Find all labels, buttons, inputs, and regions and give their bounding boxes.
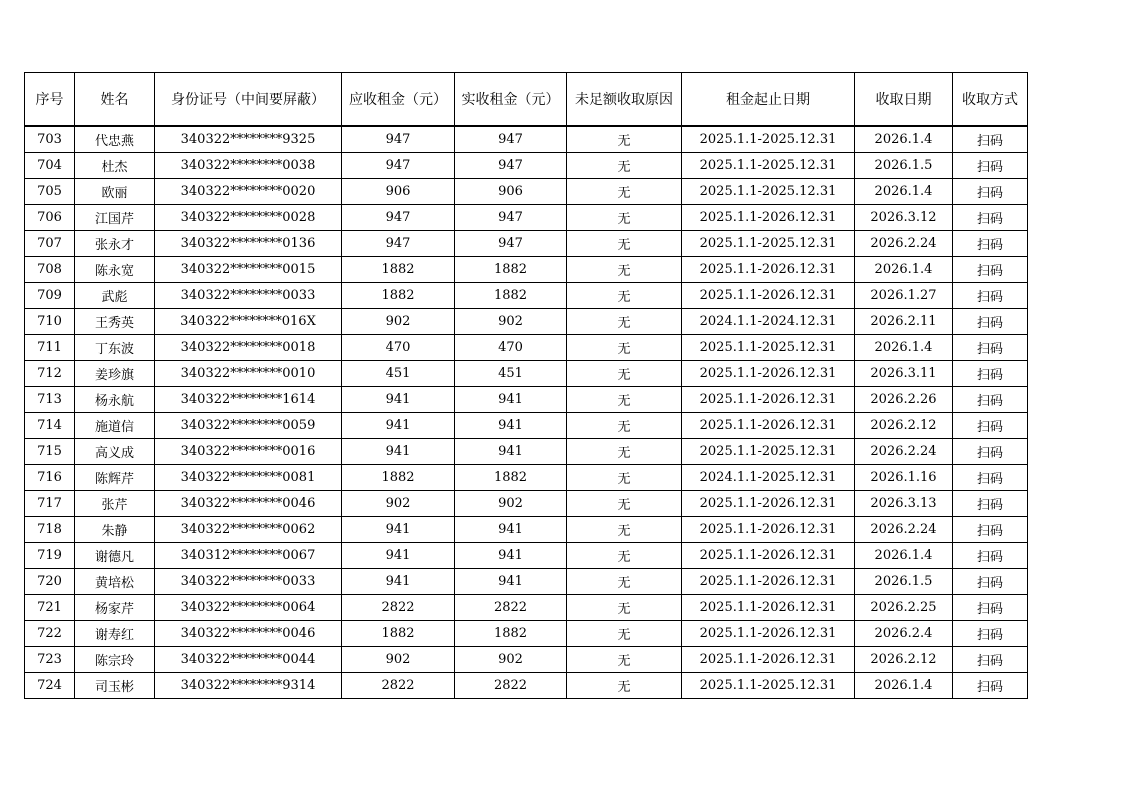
cell-rent-due: 906	[342, 179, 455, 205]
cell-rent-period: 2025.1.1-2026.12.31	[682, 543, 855, 569]
cell-rent-period: 2025.1.1-2025.12.31	[682, 126, 855, 153]
cell-id-number: 340322********0081	[155, 465, 342, 491]
table-row	[25, 257, 1028, 283]
table-row	[25, 413, 1028, 439]
cell-name: 张芹	[75, 491, 155, 517]
cell-payment-method: 扫码	[953, 647, 1028, 673]
cell-name: 武彪	[75, 283, 155, 309]
cell-rent-received: 1882	[455, 465, 567, 491]
cell-serial-number: 713	[25, 387, 75, 413]
cell-payment-method: 扫码	[953, 569, 1028, 595]
cell-name: 杜杰	[75, 153, 155, 179]
header-name: 姓名	[75, 73, 155, 127]
cell-rent-received: 902	[455, 309, 567, 335]
cell-payment-method: 扫码	[953, 335, 1028, 361]
cell-shortfall-reason: 无	[567, 543, 682, 569]
table-row	[25, 231, 1028, 257]
cell-rent-received: 1882	[455, 283, 567, 309]
header-row	[25, 73, 1028, 127]
cell-rent-received: 906	[455, 179, 567, 205]
cell-shortfall-reason: 无	[567, 309, 682, 335]
cell-collection-date: 2026.2.12	[855, 647, 953, 673]
cell-rent-received: 947	[455, 205, 567, 231]
header-payment-method: 收取方式	[953, 73, 1028, 127]
cell-serial-number: 708	[25, 257, 75, 283]
cell-rent-received: 941	[455, 569, 567, 595]
cell-collection-date: 2026.1.4	[855, 673, 953, 699]
cell-rent-received: 941	[455, 387, 567, 413]
cell-rent-period: 2025.1.1-2025.12.31	[682, 673, 855, 699]
cell-serial-number: 703	[25, 126, 75, 153]
cell-id-number: 340322********016X	[155, 309, 342, 335]
cell-payment-method: 扫码	[953, 465, 1028, 491]
cell-serial-number: 718	[25, 517, 75, 543]
cell-rent-received: 1882	[455, 257, 567, 283]
cell-rent-period: 2024.1.1-2024.12.31	[682, 309, 855, 335]
cell-id-number: 340322********9325	[155, 126, 342, 153]
cell-rent-due: 2822	[342, 595, 455, 621]
cell-shortfall-reason: 无	[567, 179, 682, 205]
cell-payment-method: 扫码	[953, 673, 1028, 699]
cell-payment-method: 扫码	[953, 179, 1028, 205]
cell-shortfall-reason: 无	[567, 465, 682, 491]
cell-collection-date: 2026.1.27	[855, 283, 953, 309]
cell-collection-date: 2026.2.24	[855, 231, 953, 257]
cell-serial-number: 714	[25, 413, 75, 439]
cell-rent-due: 941	[342, 543, 455, 569]
cell-rent-received: 947	[455, 153, 567, 179]
cell-serial-number: 705	[25, 179, 75, 205]
table-row	[25, 205, 1028, 231]
cell-shortfall-reason: 无	[567, 387, 682, 413]
cell-name: 朱静	[75, 517, 155, 543]
cell-serial-number: 719	[25, 543, 75, 569]
cell-payment-method: 扫码	[953, 257, 1028, 283]
cell-shortfall-reason: 无	[567, 673, 682, 699]
header-serial-number: 序号	[25, 73, 75, 127]
table-row	[25, 153, 1028, 179]
cell-shortfall-reason: 无	[567, 413, 682, 439]
table-row	[25, 283, 1028, 309]
cell-rent-due: 947	[342, 126, 455, 153]
cell-name: 丁东波	[75, 335, 155, 361]
cell-shortfall-reason: 无	[567, 569, 682, 595]
cell-shortfall-reason: 无	[567, 335, 682, 361]
cell-collection-date: 2026.1.4	[855, 543, 953, 569]
cell-id-number: 340322********1614	[155, 387, 342, 413]
table-row	[25, 491, 1028, 517]
cell-rent-received: 2822	[455, 673, 567, 699]
cell-rent-period: 2024.1.1-2025.12.31	[682, 465, 855, 491]
cell-rent-due: 2822	[342, 673, 455, 699]
cell-payment-method: 扫码	[953, 439, 1028, 465]
cell-rent-due: 1882	[342, 621, 455, 647]
cell-rent-period: 2025.1.1-2026.12.31	[682, 621, 855, 647]
cell-id-number: 340322********0046	[155, 491, 342, 517]
table-row	[25, 517, 1028, 543]
cell-rent-received: 941	[455, 517, 567, 543]
cell-id-number: 340322********0059	[155, 413, 342, 439]
table-body	[25, 126, 1028, 699]
cell-payment-method: 扫码	[953, 387, 1028, 413]
cell-id-number: 340322********0020	[155, 179, 342, 205]
cell-rent-due: 941	[342, 413, 455, 439]
cell-id-number: 340322********0015	[155, 257, 342, 283]
cell-rent-received: 902	[455, 491, 567, 517]
cell-collection-date: 2026.2.24	[855, 439, 953, 465]
cell-payment-method: 扫码	[953, 361, 1028, 387]
cell-rent-period: 2025.1.1-2026.12.31	[682, 595, 855, 621]
header-id-number: 身份证号（中间要屏蔽）	[155, 73, 342, 127]
table-row	[25, 647, 1028, 673]
cell-name: 陈辉芹	[75, 465, 155, 491]
cell-rent-received: 947	[455, 231, 567, 257]
header-shortfall-reason: 未足额收取原因	[567, 73, 682, 127]
cell-payment-method: 扫码	[953, 517, 1028, 543]
table-row	[25, 387, 1028, 413]
cell-shortfall-reason: 无	[567, 231, 682, 257]
cell-payment-method: 扫码	[953, 621, 1028, 647]
cell-id-number: 340322********0046	[155, 621, 342, 647]
cell-name: 高义成	[75, 439, 155, 465]
cell-id-number: 340322********9314	[155, 673, 342, 699]
cell-name: 陈宗玲	[75, 647, 155, 673]
table-row	[25, 543, 1028, 569]
cell-name: 欧丽	[75, 179, 155, 205]
cell-collection-date: 2026.3.11	[855, 361, 953, 387]
cell-rent-period: 2025.1.1-2026.12.31	[682, 283, 855, 309]
cell-rent-period: 2025.1.1-2026.12.31	[682, 647, 855, 673]
cell-rent-due: 902	[342, 647, 455, 673]
cell-rent-received: 470	[455, 335, 567, 361]
cell-collection-date: 2026.2.4	[855, 621, 953, 647]
cell-rent-received: 941	[455, 543, 567, 569]
cell-shortfall-reason: 无	[567, 205, 682, 231]
cell-name: 黄培松	[75, 569, 155, 595]
cell-rent-period: 2025.1.1-2026.12.31	[682, 517, 855, 543]
cell-collection-date: 2026.1.4	[855, 179, 953, 205]
cell-serial-number: 704	[25, 153, 75, 179]
cell-collection-date: 2026.3.12	[855, 205, 953, 231]
cell-payment-method: 扫码	[953, 309, 1028, 335]
cell-name: 杨永航	[75, 387, 155, 413]
cell-rent-period: 2025.1.1-2025.12.31	[682, 179, 855, 205]
cell-rent-due: 1882	[342, 257, 455, 283]
cell-rent-due: 1882	[342, 283, 455, 309]
cell-name: 江国芹	[75, 205, 155, 231]
cell-collection-date: 2026.1.16	[855, 465, 953, 491]
cell-payment-method: 扫码	[953, 231, 1028, 257]
cell-rent-received: 902	[455, 647, 567, 673]
cell-serial-number: 722	[25, 621, 75, 647]
cell-name: 谢寿红	[75, 621, 155, 647]
header-rent-due: 应收租金（元）	[342, 73, 455, 127]
cell-name: 杨家芹	[75, 595, 155, 621]
cell-rent-period: 2025.1.1-2026.12.31	[682, 205, 855, 231]
cell-serial-number: 709	[25, 283, 75, 309]
cell-rent-due: 947	[342, 205, 455, 231]
cell-payment-method: 扫码	[953, 413, 1028, 439]
cell-name: 张永才	[75, 231, 155, 257]
cell-shortfall-reason: 无	[567, 126, 682, 153]
cell-rent-due: 941	[342, 387, 455, 413]
cell-shortfall-reason: 无	[567, 439, 682, 465]
cell-name: 姜珍旗	[75, 361, 155, 387]
table-row	[25, 439, 1028, 465]
cell-name: 代忠燕	[75, 126, 155, 153]
cell-rent-received: 451	[455, 361, 567, 387]
cell-id-number: 340322********0018	[155, 335, 342, 361]
cell-payment-method: 扫码	[953, 153, 1028, 179]
table-row	[25, 595, 1028, 621]
cell-rent-period: 2025.1.1-2025.12.31	[682, 335, 855, 361]
cell-id-number: 340322********0038	[155, 153, 342, 179]
cell-id-number: 340322********0062	[155, 517, 342, 543]
cell-serial-number: 715	[25, 439, 75, 465]
cell-rent-due: 451	[342, 361, 455, 387]
cell-serial-number: 720	[25, 569, 75, 595]
cell-rent-received: 941	[455, 413, 567, 439]
cell-shortfall-reason: 无	[567, 153, 682, 179]
cell-name: 王秀英	[75, 309, 155, 335]
cell-id-number: 340322********0044	[155, 647, 342, 673]
cell-shortfall-reason: 无	[567, 517, 682, 543]
cell-rent-received: 2822	[455, 595, 567, 621]
cell-payment-method: 扫码	[953, 491, 1028, 517]
cell-serial-number: 717	[25, 491, 75, 517]
cell-serial-number: 724	[25, 673, 75, 699]
cell-serial-number: 716	[25, 465, 75, 491]
table-row	[25, 335, 1028, 361]
cell-rent-period: 2025.1.1-2025.12.31	[682, 231, 855, 257]
cell-collection-date: 2026.2.24	[855, 517, 953, 543]
cell-id-number: 340322********0136	[155, 231, 342, 257]
cell-name: 谢德凡	[75, 543, 155, 569]
cell-collection-date: 2026.1.4	[855, 257, 953, 283]
header-rent-received: 实收租金（元）	[455, 73, 567, 127]
cell-name: 司玉彬	[75, 673, 155, 699]
cell-rent-due: 902	[342, 491, 455, 517]
cell-name: 陈永宽	[75, 257, 155, 283]
cell-rent-due: 941	[342, 569, 455, 595]
cell-rent-received: 947	[455, 126, 567, 153]
cell-collection-date: 2026.1.5	[855, 569, 953, 595]
cell-serial-number: 723	[25, 647, 75, 673]
cell-serial-number: 711	[25, 335, 75, 361]
cell-collection-date: 2026.2.11	[855, 309, 953, 335]
cell-payment-method: 扫码	[953, 543, 1028, 569]
cell-shortfall-reason: 无	[567, 621, 682, 647]
cell-rent-due: 941	[342, 517, 455, 543]
cell-collection-date: 2026.1.4	[855, 126, 953, 153]
cell-serial-number: 707	[25, 231, 75, 257]
cell-serial-number: 721	[25, 595, 75, 621]
table-row	[25, 309, 1028, 335]
table-row	[25, 621, 1028, 647]
cell-payment-method: 扫码	[953, 205, 1028, 231]
cell-rent-period: 2025.1.1-2026.12.31	[682, 491, 855, 517]
table-row	[25, 569, 1028, 595]
cell-rent-received: 941	[455, 439, 567, 465]
cell-collection-date: 2026.2.12	[855, 413, 953, 439]
cell-rent-due: 1882	[342, 465, 455, 491]
cell-collection-date: 2026.3.13	[855, 491, 953, 517]
cell-rent-period: 2025.1.1-2026.12.31	[682, 387, 855, 413]
cell-collection-date: 2026.1.5	[855, 153, 953, 179]
cell-shortfall-reason: 无	[567, 283, 682, 309]
cell-rent-period: 2025.1.1-2026.12.31	[682, 257, 855, 283]
header-rent-period: 租金起止日期	[682, 73, 855, 127]
cell-rent-due: 470	[342, 335, 455, 361]
cell-id-number: 340322********0010	[155, 361, 342, 387]
cell-id-number: 340322********0033	[155, 569, 342, 595]
cell-id-number: 340322********0028	[155, 205, 342, 231]
cell-serial-number: 706	[25, 205, 75, 231]
table-row	[25, 673, 1028, 699]
cell-shortfall-reason: 无	[567, 647, 682, 673]
cell-collection-date: 2026.2.26	[855, 387, 953, 413]
cell-rent-period: 2025.1.1-2025.12.31	[682, 439, 855, 465]
cell-rent-due: 902	[342, 309, 455, 335]
cell-shortfall-reason: 无	[567, 257, 682, 283]
cell-id-number: 340322********0064	[155, 595, 342, 621]
rent-collection-table	[24, 72, 1028, 699]
cell-rent-due: 947	[342, 231, 455, 257]
cell-shortfall-reason: 无	[567, 491, 682, 517]
table-row	[25, 179, 1028, 205]
cell-serial-number: 710	[25, 309, 75, 335]
cell-id-number: 340322********0016	[155, 439, 342, 465]
table-row	[25, 361, 1028, 387]
table-row	[25, 126, 1028, 153]
cell-rent-due: 941	[342, 439, 455, 465]
cell-name: 施道信	[75, 413, 155, 439]
cell-rent-period: 2025.1.1-2025.12.31	[682, 153, 855, 179]
cell-shortfall-reason: 无	[567, 361, 682, 387]
cell-collection-date: 2026.1.4	[855, 335, 953, 361]
cell-serial-number: 712	[25, 361, 75, 387]
cell-rent-period: 2025.1.1-2026.12.31	[682, 413, 855, 439]
cell-payment-method: 扫码	[953, 126, 1028, 153]
cell-collection-date: 2026.2.25	[855, 595, 953, 621]
cell-id-number: 340322********0033	[155, 283, 342, 309]
cell-rent-due: 947	[342, 153, 455, 179]
header-collection-date: 收取日期	[855, 73, 953, 127]
cell-payment-method: 扫码	[953, 283, 1028, 309]
cell-rent-period: 2025.1.1-2026.12.31	[682, 569, 855, 595]
cell-shortfall-reason: 无	[567, 595, 682, 621]
cell-payment-method: 扫码	[953, 595, 1028, 621]
cell-rent-received: 1882	[455, 621, 567, 647]
cell-rent-period: 2025.1.1-2026.12.31	[682, 361, 855, 387]
table-row	[25, 465, 1028, 491]
cell-id-number: 340312********0067	[155, 543, 342, 569]
